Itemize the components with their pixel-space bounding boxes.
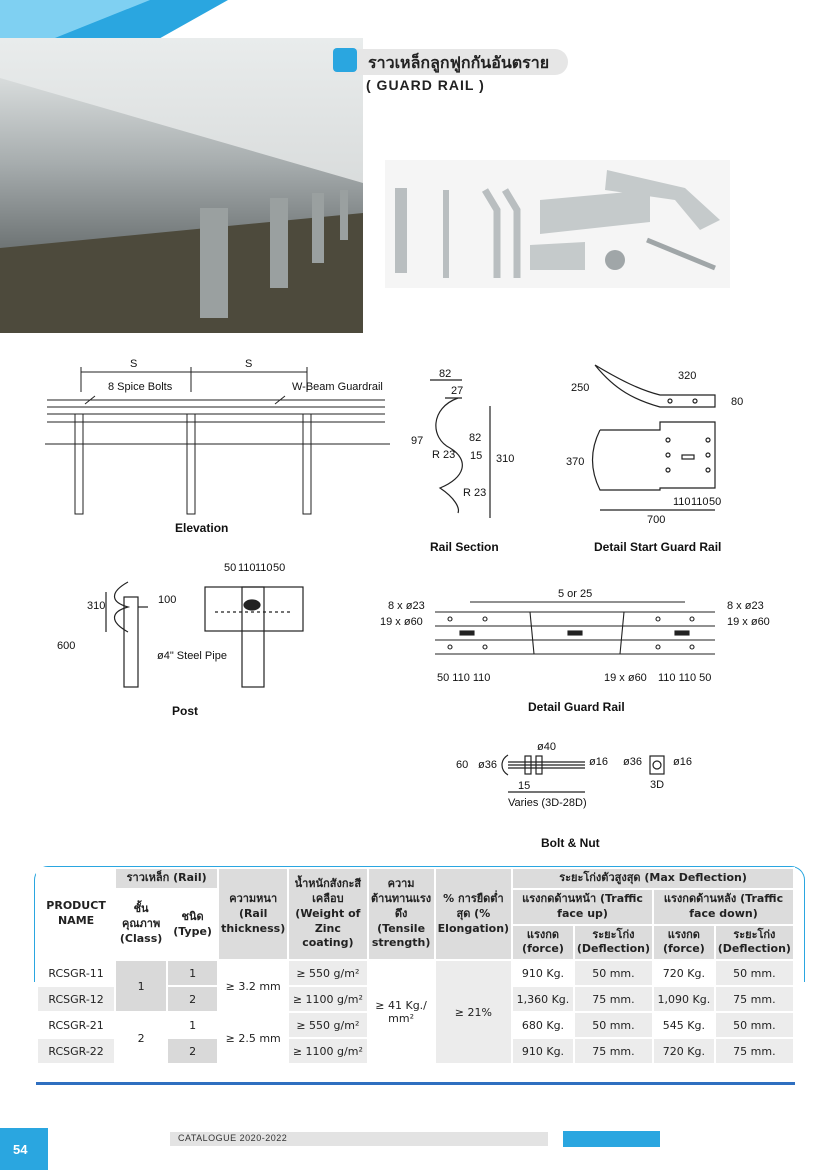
cell-zinc: ≥ 550 g/m² — [288, 960, 367, 986]
bn-16a: ø16 — [589, 756, 608, 768]
sr-110a: 110 — [673, 496, 691, 508]
table-row — [37, 960, 794, 986]
cell-name: RCSGR-22 — [37, 1038, 115, 1064]
th-zinc: น้ำหนักสังกะสีเคลือบ (Weight of Zinc coating) — [288, 868, 367, 960]
cell-force-1: 910 Kg. — [512, 1038, 574, 1064]
cell-deflection-2: 75 mm. — [715, 1038, 794, 1064]
gr-mid: 19 x ø60 — [604, 672, 647, 684]
post-diagram — [100, 572, 315, 692]
post-50b: 50 — [273, 562, 286, 574]
page-number — [0, 1128, 48, 1170]
cell-name: RCSGR-12 — [37, 986, 115, 1012]
cell-type: 1 — [167, 960, 218, 986]
rs-27: 27 — [451, 385, 464, 397]
bn-36b: ø36 — [623, 756, 642, 768]
th-tensile: ความต้านทานแรงดึง (Tensile strength) — [368, 868, 435, 960]
post-100: 100 — [158, 594, 177, 606]
th-thickness: ความหนา (Rail thickness) — [218, 868, 288, 960]
sr-370: 370 — [566, 456, 585, 468]
th-rail: ราวเหล็ก (Rail) — [115, 868, 218, 889]
post-110b: 110 — [255, 562, 273, 574]
title-square-icon — [333, 48, 357, 72]
rs-310: 310 — [496, 453, 515, 465]
sr-50: 50 — [709, 496, 722, 508]
cell-deflection-1: 50 mm. — [574, 960, 653, 986]
bn-3d: 3D — [650, 779, 665, 791]
sr-320: 320 — [678, 370, 697, 382]
footer-catalogue: CATALOGUE 2020-2022 — [178, 1133, 288, 1143]
rail-section-diagram — [400, 368, 530, 528]
guard-rail-caption: Detail Guard Rail — [528, 700, 625, 714]
cell-thickness: ≥ 3.2 mm — [218, 960, 288, 1012]
post-pipe: ø4" Steel Pipe — [157, 650, 227, 662]
th-front: แรงกดด้านหน้า (Traffic face up) — [512, 889, 653, 925]
guard-rail-detail-diagram — [430, 590, 720, 670]
cell-force-2: 720 Kg. — [653, 960, 715, 986]
th-class: ชั้นคุณภาพ (Class) — [115, 889, 167, 960]
cell-class: 2 — [115, 1012, 167, 1064]
start-rail-caption: Detail Start Guard Rail — [594, 540, 722, 554]
cell-name: RCSGR-11 — [37, 960, 115, 986]
bn-16b: ø16 — [673, 756, 692, 768]
elev-wbeam: W-Beam Guardrail — [292, 381, 383, 393]
cell-tensile: ≥ 41 Kg./ mm² — [368, 960, 435, 1064]
cell-force-1: 1,360 Kg. — [512, 986, 574, 1012]
footer-accent — [563, 1131, 660, 1147]
rs-82a: 82 — [439, 368, 452, 380]
gr-span: 5 or 25 — [558, 588, 593, 600]
elev-s2: S — [245, 358, 253, 370]
th-deflection-2: ระยะโก่ง (Deflection) — [715, 925, 794, 961]
cell-deflection-2: 50 mm. — [715, 1012, 794, 1038]
rs-r23b: R 23 — [463, 487, 487, 499]
th-elongation: % การยืดต่ำสุด (% Elongation) — [435, 868, 512, 960]
page-title-th: ราวเหล็กลูกฟูกกันอันตราย — [368, 55, 550, 72]
cell-deflection-1: 50 mm. — [574, 1012, 653, 1038]
elevation-diagram — [45, 352, 390, 522]
bolt-caption: Bolt & Nut — [541, 836, 600, 850]
th-force-1: แรงกด (force) — [512, 925, 574, 961]
gr-r2: 19 x ø60 — [727, 616, 770, 628]
post-110a: 110 — [238, 562, 256, 574]
rs-82b: 82 — [469, 432, 482, 444]
cell-elongation: ≥ 21% — [435, 960, 512, 1064]
bn-varies: Varies (3D-28D) — [508, 797, 587, 809]
cell-type: 2 — [167, 986, 218, 1012]
elev-s1: S — [130, 358, 138, 370]
cell-deflection-2: 50 mm. — [715, 960, 794, 986]
cell-zinc: ≥ 550 g/m² — [288, 1012, 367, 1038]
post-caption: Post — [172, 704, 199, 718]
page-title-en: ( GUARD RAIL ) — [366, 77, 485, 93]
cell-force-1: 680 Kg. — [512, 1012, 574, 1038]
spec-table — [36, 867, 795, 1065]
cell-zinc: ≥ 1100 g/m² — [288, 1038, 367, 1064]
post-50a: 50 — [224, 562, 237, 574]
th-type: ชนิด (Type) — [167, 889, 218, 960]
gr-bl: 50 110 110 — [437, 672, 491, 684]
cell-deflection-1: 75 mm. — [574, 986, 653, 1012]
bn-60: 60 — [456, 759, 469, 771]
components-photo — [385, 160, 730, 288]
post-310: 310 — [87, 600, 106, 612]
sr-80: 80 — [731, 396, 744, 408]
th-back: แรงกดด้านหลัง (Traffic face down) — [653, 889, 794, 925]
cell-force-2: 720 Kg. — [653, 1038, 715, 1064]
th-force-2: แรงกด (force) — [653, 925, 715, 961]
cell-type: 1 — [167, 1012, 218, 1038]
cell-deflection-1: 75 mm. — [574, 1038, 653, 1064]
bn-36a: ø36 — [478, 759, 497, 771]
cell-zinc: ≥ 1100 g/m² — [288, 986, 367, 1012]
th-product: PRODUCT NAME — [37, 868, 115, 960]
guardrail-photo — [0, 38, 363, 333]
sr-700: 700 — [647, 514, 666, 526]
gr-br: 110 110 50 — [658, 672, 712, 684]
sr-250: 250 — [571, 382, 590, 394]
cell-thickness: ≥ 2.5 mm — [218, 1012, 288, 1064]
bn-40: ø40 — [537, 741, 556, 753]
gr-r1: 8 x ø23 — [727, 600, 764, 612]
bn-15: 15 — [518, 780, 531, 792]
post-600: 600 — [57, 640, 76, 652]
gr-l1: 8 x ø23 — [388, 600, 425, 612]
rs-r23a: R 23 — [432, 449, 456, 461]
cell-deflection-2: 75 mm. — [715, 986, 794, 1012]
elev-spice: 8 Spice Bolts — [108, 381, 173, 393]
footer-bar — [170, 1132, 548, 1146]
cell-class: 1 — [115, 960, 167, 1012]
gr-l2: 19 x ø60 — [380, 616, 423, 628]
rs-15: 15 — [470, 450, 483, 462]
th-max-deflection: ระยะโก่งตัวสูงสุด (Max Deflection) — [512, 868, 794, 889]
sr-110b: 110 — [691, 496, 709, 508]
page-number-text: 54 — [13, 1142, 28, 1157]
elevation-caption: Elevation — [175, 521, 229, 535]
table-bottom-rule — [36, 1082, 795, 1085]
rs-97: 97 — [411, 435, 424, 447]
th-deflection-1: ระยะโก่ง (Deflection) — [574, 925, 653, 961]
cell-force-2: 545 Kg. — [653, 1012, 715, 1038]
cell-name: RCSGR-21 — [37, 1012, 115, 1038]
cell-type: 2 — [167, 1038, 218, 1064]
cell-force-2: 1,090 Kg. — [653, 986, 715, 1012]
rail-section-caption: Rail Section — [430, 540, 499, 554]
cell-force-1: 910 Kg. — [512, 960, 574, 986]
